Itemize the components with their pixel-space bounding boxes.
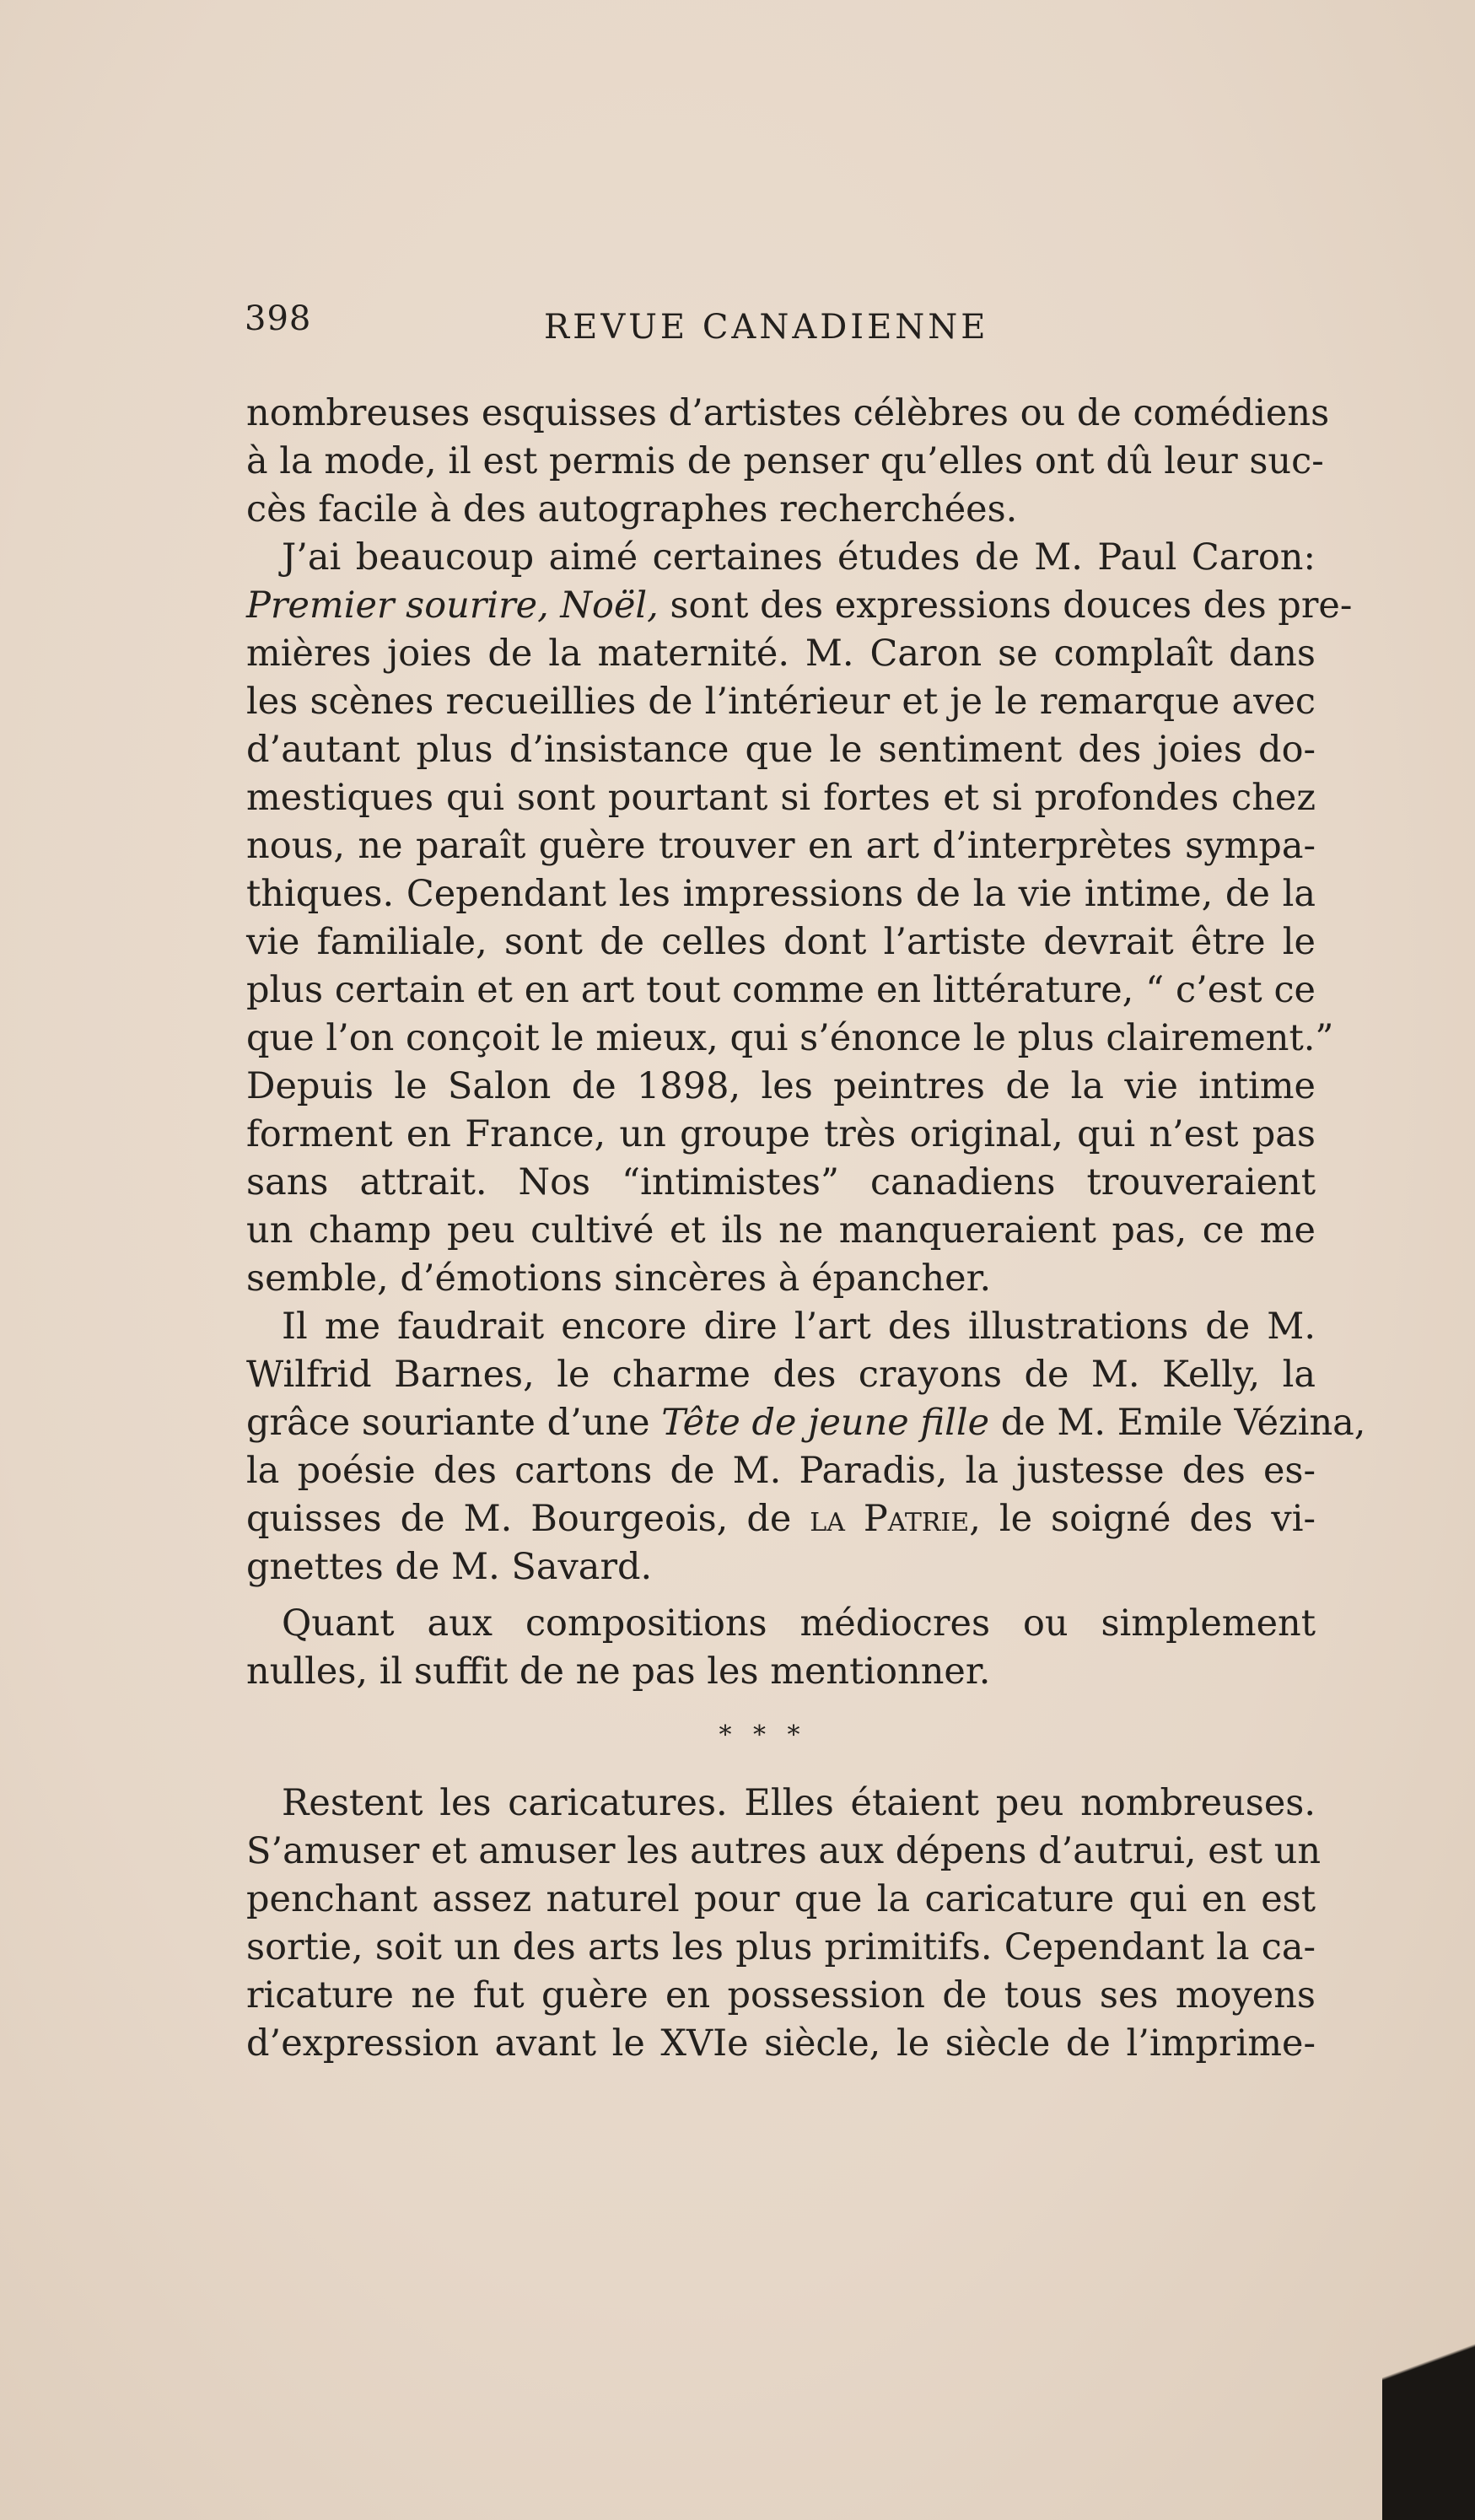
page-header	[245, 299, 1316, 358]
text-line: Il me faudrait encore dire l’art des illustrations de M.	[282, 1306, 1316, 1348]
text-line: Depuis le Salon de 1898, les peintres de la vie intime	[246, 1065, 1316, 1107]
italic-title: Tête de jeune fille	[661, 1402, 990, 1444]
running-title: REVUE CANADIENNE	[544, 308, 989, 347]
text-line: S’amuser et amuser les autres aux dépens d’autrui, est un	[246, 1830, 1322, 1872]
text-line: nous, ne paraît guère trouver en art d’interprètes sympa-	[246, 825, 1316, 867]
text-line: nombreuses esquisses d’artistes célèbres ou de comédiens	[246, 392, 1330, 434]
text-fragment: sont des expressions douces des pre-	[658, 584, 1353, 627]
text-line: semble, d’émotions sincères à épancher.	[246, 1257, 992, 1300]
text-line: Wilfrid Barnes, le charme des crayons de M. Kelly, la	[246, 1354, 1316, 1396]
text-fragment: de M. Emile Vézina,	[989, 1402, 1366, 1444]
body-text-top	[246, 390, 1366, 1696]
text-line: à la mode, il est permis de penser qu’elles ont dû leur suc-	[246, 440, 1324, 482]
body-text-bottom	[246, 1780, 1322, 2068]
text-line: ricature ne fut guère en possession de tous ses moyens	[246, 1974, 1316, 2017]
text-line: un champ peu cultivé et ils ne manqueraient pas, ce me	[246, 1209, 1316, 1252]
text-line	[246, 582, 1353, 630]
text-line: gnettes de M. Savard.	[246, 1546, 653, 1588]
text-line: que l’on conçoit le mieux, qui s’énonce le plus clairement.”	[246, 1017, 1334, 1059]
italic-title: Premier sourire, Noël,	[246, 584, 659, 627]
text-line: thiques. Cependant les impressions de la vie intime, de la	[246, 873, 1316, 915]
text-line: la poésie des cartons de M. Paradis, la justesse des es-	[246, 1450, 1316, 1492]
text-line	[246, 1399, 1366, 1447]
page-number: 398	[245, 299, 312, 338]
text-line: J’ai beaucoup aimé certaines études de M. Paul Caron:	[282, 536, 1316, 579]
text-line: mestiques qui sont pourtant si fortes et si profondes chez	[246, 777, 1316, 819]
text-line: forment en France, un groupe très original, qui n’est pas	[246, 1113, 1316, 1155]
page-edge-shadow	[1382, 2233, 1475, 2520]
text-line: penchant assez naturel pour que la caricature qui en est	[246, 1878, 1316, 1920]
text-line: d’autant plus d’insistance que le sentiment des joies do-	[246, 729, 1316, 771]
text-line: Restent les caricatures. Elles étaient peu nombreuses.	[282, 1782, 1316, 1824]
text-line: vie familiale, sont de celles dont l’artiste devrait être le	[246, 921, 1316, 963]
text-line: cès facile à des autographes recherchées.	[246, 488, 1018, 530]
text-fragment: grâce souriante d’une	[246, 1402, 662, 1444]
section-separator: * * *	[719, 1720, 807, 1750]
text-line: Quant aux compositions médiocres ou simplement	[282, 1602, 1316, 1645]
publication-name: la Patrie	[810, 1498, 970, 1540]
text-fragment: , le soigné des vi-	[969, 1498, 1316, 1540]
text-line: mières joies de la maternité. M. Caron se complaît dans	[246, 633, 1316, 675]
text-line: nulles, il suffit de ne pas les mentionner.	[246, 1650, 991, 1693]
text-line: sortie, soit un des arts les plus primitifs. Cependant la ca-	[246, 1926, 1316, 1968]
text-line: plus certain et en art tout comme en littérature, “ c’est ce	[246, 969, 1316, 1011]
text-line: d’expression avant le XVIe siècle, le siècle de l’imprime-	[246, 2022, 1316, 2065]
text-line: les scènes recueillies de l’intérieur et je le remarque avec	[246, 681, 1316, 723]
text-fragment: quisses de M. Bourgeois, de	[246, 1498, 810, 1540]
text-line: sans attrait. Nos “intimistes” canadiens trouveraient	[246, 1161, 1316, 1203]
text-line	[246, 1495, 1316, 1543]
